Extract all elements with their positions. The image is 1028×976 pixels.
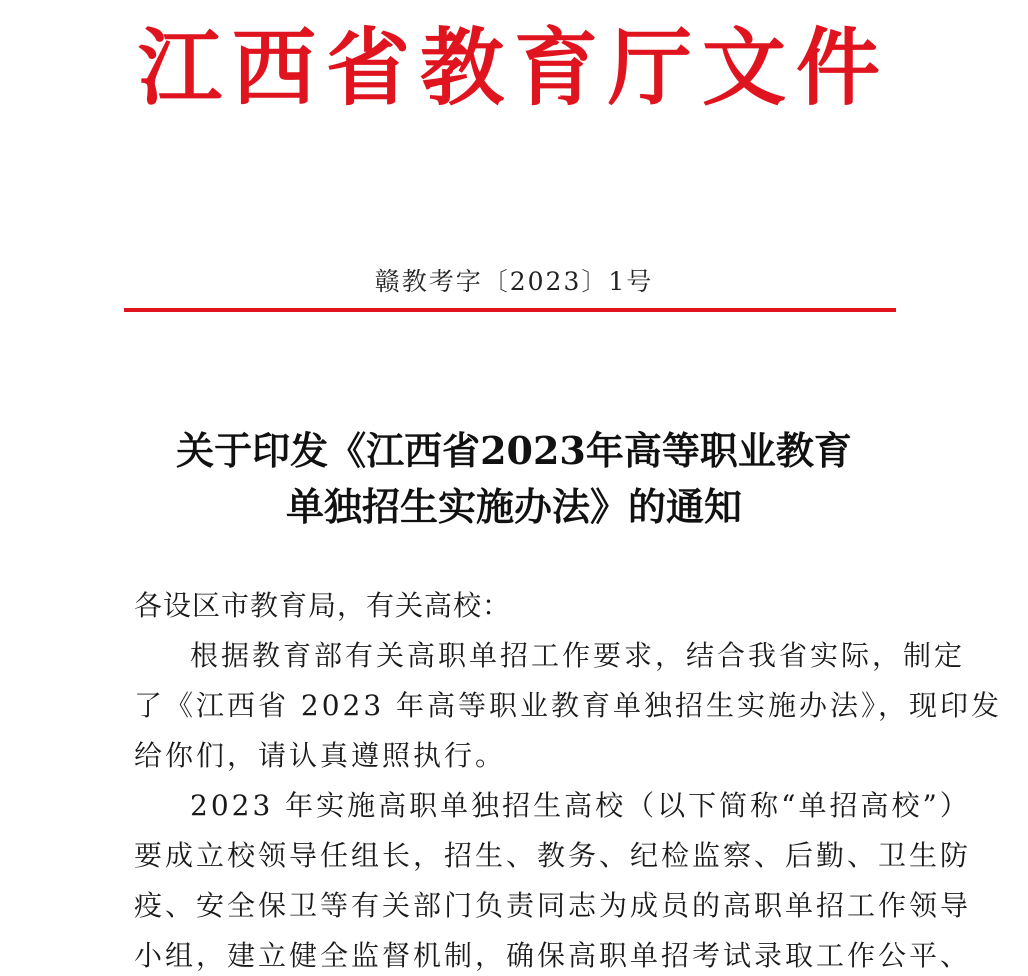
body-line: 2023 年实施高职单独招生高校（以下简称“单招高校”）: [190, 789, 971, 822]
document-number: 赣教考字〔2023〕1号: [374, 267, 654, 296]
salutation: 各设区市教育局，有关高校：: [134, 589, 512, 622]
body-line: 小组，建立健全监督机制，确保高职单招考试录取工作公平、: [134, 939, 972, 972]
body-line: 要成立校领导任组长，招生、教务、纪检监察、后勤、卫生防: [134, 839, 972, 872]
document-title-line-2: 单独招生实施办法》的通知: [285, 484, 742, 529]
body-line: 根据教育部有关高职单招工作要求，结合我省实际，制定: [190, 639, 966, 672]
body-line: 了《江西省 2023 年高等职业教育单独招生实施办法》，现印发: [134, 689, 1003, 722]
document-title-line-1: 关于印发《江西省2023年高等职业教育: [176, 428, 852, 473]
document-header: 江西省教育厅文件: [137, 18, 890, 117]
body-line: 给你们，请认真遵照执行。: [134, 739, 507, 772]
red-separator-line: [124, 308, 896, 312]
body-line: 疫、安全保卫等有关部门负责同志为成员的高职单招工作领导: [134, 889, 972, 922]
